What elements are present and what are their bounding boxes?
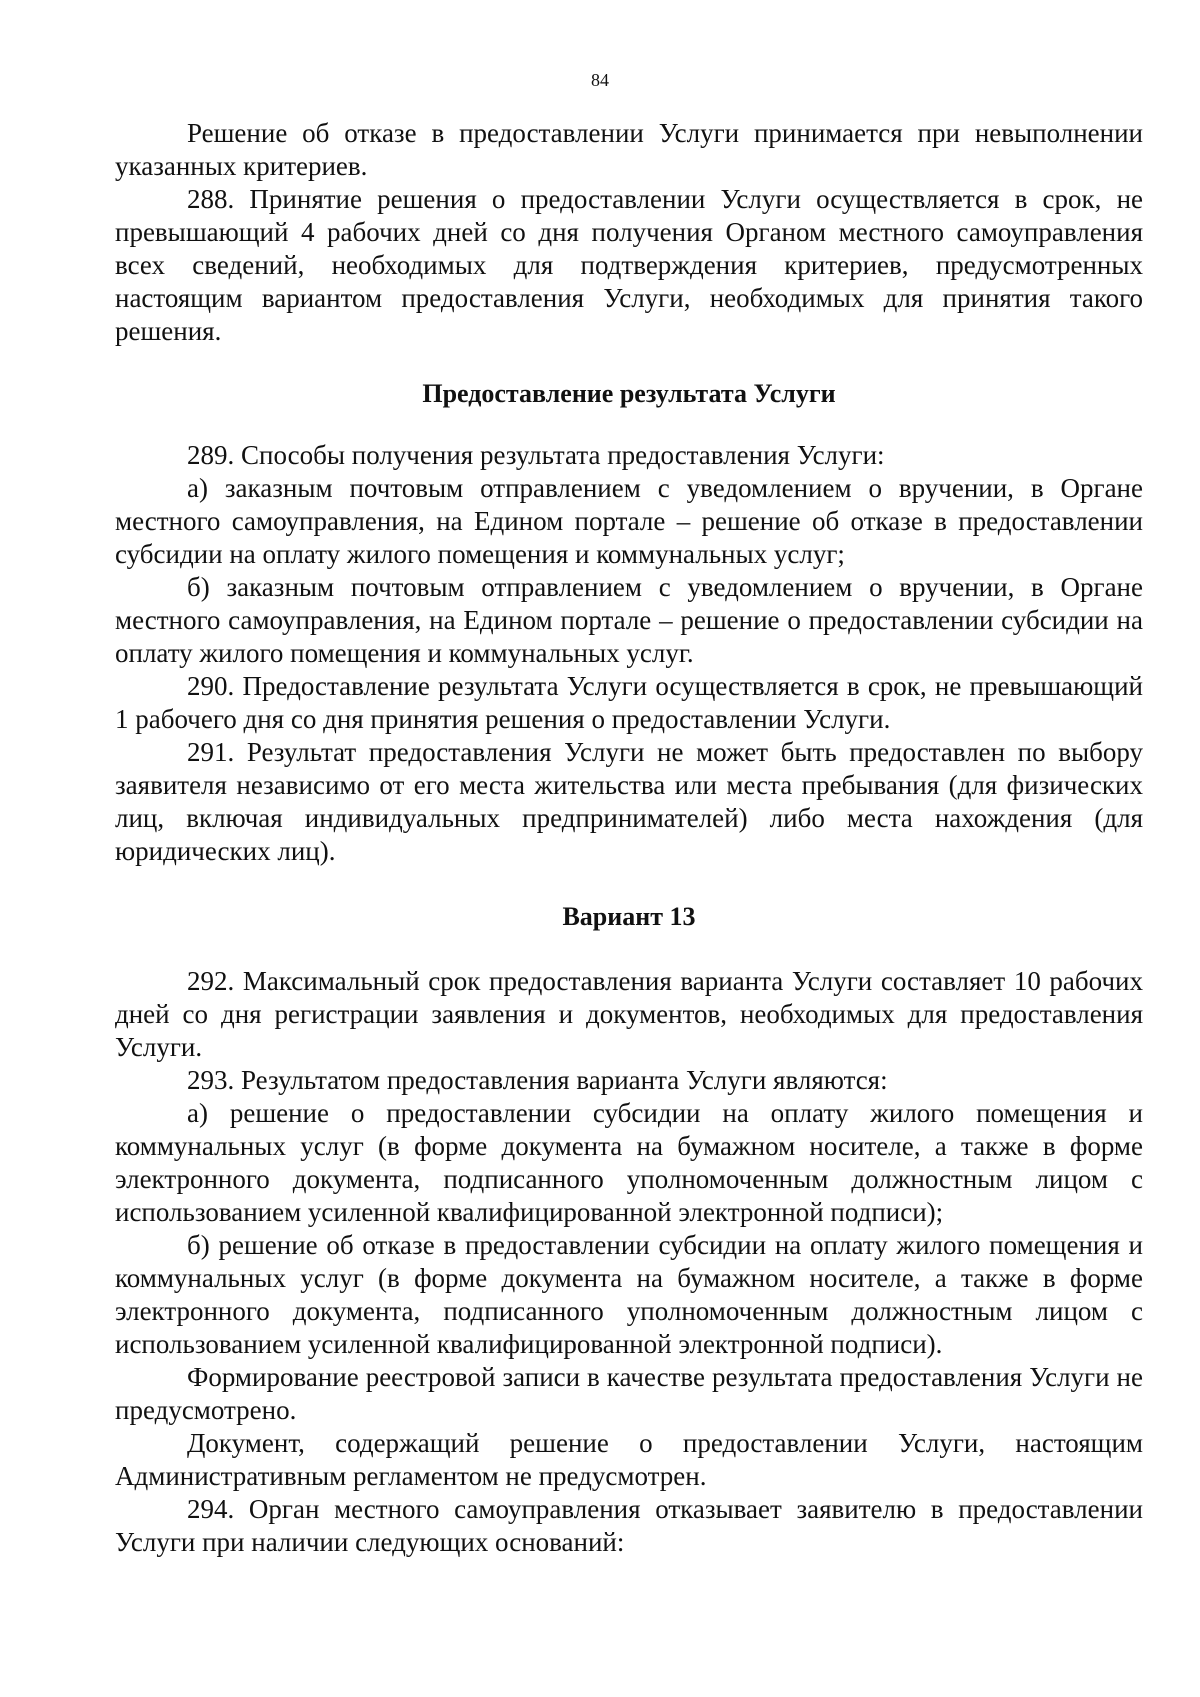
paragraph-294: 294. Орган местного самоуправления отказывает заявителю в предоставлении Услуги при наличии следующих оснований: [115,1494,1143,1557]
paragraph-document-decision: Документ, содержащий решение о предоставлении Услуги, настоящим Административным регламентом не предусмотрен. [115,1428,1143,1491]
paragraph-289: 289. Способы получения результата предоставления Услуги: [187,440,885,470]
paragraph-registry-record: Формирование реестровой записи в качестве результата предоставления Услуги не предусмотрено. [115,1362,1143,1425]
paragraph-288: 288. Принятие решения о предоставлении Услуги осуществляется в срок, не превышающий 4 рабочих дней со дня получения Органом местного самоуправления всех сведений, необходимых для подтверждения критериев, предусмотренных настоящим вариантом предоставления Услуги, необходимых для принятия такого решения. [115,184,1143,346]
paragraph-293: 293. Результатом предоставления варианта Услуги являются: [187,1065,888,1095]
section-heading-result: Предоставление результата Услуги [422,379,836,408]
document-body [115,117,1143,1559]
paragraph-289-b: б) заказным почтовым отправлением с уведомлением о вручении, в Органе местного самоуправления, на Едином портале – решение о предоставлении субсидии на оплату жилого помещения и коммунальных услуг. [115,572,1143,668]
page-number: 84 [591,70,609,90]
paragraph-293-a: а) решение о предоставлении субсидии на оплату жилого помещения и коммунальных услуг (в форме документа на бумажном носителе, а также в форме электронного документа, подписанного уполномоченным должностным лицом с использованием усиленной квалифицированной электронной подписи); [115,1098,1143,1227]
section-heading-variant-13: Вариант 13 [562,902,696,931]
paragraph-290: 290. Предоставление результата Услуги осуществляется в срок, не превышающий 1 рабочего дня со дня принятия решения о предоставлении Услуги. [115,671,1143,734]
paragraph-rejection-criteria: Решение об отказе в предоставлении Услуги принимается при невыполнении указанных критериев. [115,118,1143,181]
paragraph-291: 291. Результат предоставления Услуги не может быть предоставлен по выбору заявителя независимо от его места жительства или места пребывания (для физических лиц, включая индивидуальных предпринимателей) либо места нахождения (для юридических лиц). [115,737,1143,866]
paragraph-293-b: б) решение об отказе в предоставлении субсидии на оплату жилого помещения и коммунальных услуг (в форме документа на бумажном носителе, а также в форме электронного документа, подписанного уполномоченным должностным лицом с использованием усиленной квалифицированной электронной подписи). [115,1230,1143,1359]
paragraph-289-a: а) заказным почтовым отправлением с уведомлением о вручении, в Органе местного самоуправления, на Едином портале – решение об отказе в предоставлении субсидии на оплату жилого помещения и коммунальных услуг; [115,473,1143,569]
paragraph-292: 292. Максимальный срок предоставления варианта Услуги составляет 10 рабочих дней со дня регистрации заявления и документов, необходимых для предоставления Услуги. [115,966,1143,1062]
